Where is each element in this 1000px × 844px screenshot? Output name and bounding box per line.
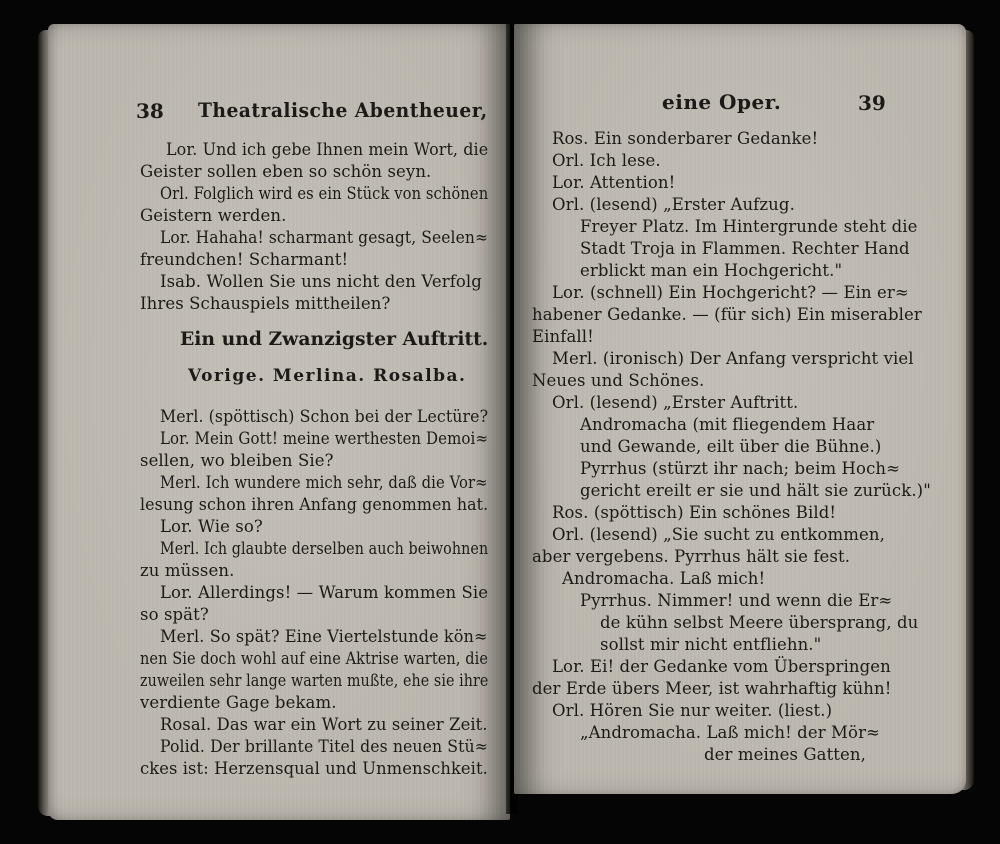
text-line: Lor. Ei! der Gedanke vom Überspringen [552,657,891,676]
left-page [48,24,510,820]
text-line: Freyer Platz. Im Hintergrunde steht die [580,217,918,236]
text-line: Andromacha. Laß mich! [562,569,766,588]
page-number-left: 38 [136,99,164,123]
text-line: Lor. (schnell) Ein Hochgericht? — Ein er≈ [552,283,909,302]
text-line: Merl. So spät? Eine Viertelstunde kön≈ [160,627,488,646]
text-line: Orl. Hören Sie nur weiter. (liest.) [552,701,833,720]
text-line: Geistern werden. [140,206,287,225]
text-line: Lor. Attention! [552,173,676,192]
text-line: Ihres Schauspiels mittheilen? [140,294,391,313]
text-line: de kühn selbst Meere übersprang, du [600,613,919,632]
text-line: Orl. Folglich wird es ein Stück von schönen [160,184,489,203]
text-line: Merl. Ich glaubte derselben auch beiwohnen [160,539,489,558]
text-line: Lor. Wie so? [160,517,263,536]
text-line: lesung schon ihren Anfang genommen hat. [140,495,489,514]
text-line: Geister sollen eben so schön seyn. [140,162,432,181]
text-line: der Erde übers Meer, ist wahrhaftig kühn! [532,679,892,698]
page-number-right: 39 [858,91,886,115]
text-line: Orl. (lesend) „Sie sucht zu entkommen, [552,525,885,544]
right-page [514,24,966,794]
text-line: nen Sie doch wohl auf eine Aktrise warten, die [140,649,489,668]
text-line: gericht ereilt er sie und hält sie zurück.)" [580,481,931,500]
text-line: Ros. (spöttisch) Ein schönes Bild! [552,503,837,522]
text-line: Pyrrhus. Nimmer! und wenn die Er≈ [580,591,893,610]
running-head-left: Theatralische Abentheuer, [198,98,488,122]
text-line: verdiente Gage bekam. [140,693,337,712]
text-line: Lor. Mein Gott! meine werthesten Demoi≈ [160,429,489,448]
text-line: Merl. (spöttisch) Schon bei der Lectüre? [160,407,489,426]
text-line: Lor. Allerdings! — Warum kommen Sie [160,583,489,602]
text-line: Lor. Und ich gebe Ihnen mein Wort, die [166,140,489,159]
text-line: freundchen! Scharmant! [140,250,349,269]
text-line: habener Gedanke. — (für sich) Ein miserabler [532,305,922,324]
text-line: „Andromacha. Laß mich! der Mör≈ [580,723,880,742]
text-line: Isab. Wollen Sie uns nicht den Verfolg [160,272,482,291]
text-line: Andromacha (mit fliegendem Haar [580,415,875,434]
cast-line: Vorige. Merlina. Rosalba. [188,366,467,386]
text-line: erblickt man ein Hochgericht." [580,261,843,280]
text-line: Rosal. Das war ein Wort zu seiner Zeit. [160,715,488,734]
text-line: der meines Gatten, [704,745,866,764]
scene-heading: Ein und Zwanzigster Auftritt. [180,328,489,350]
text-line: Ros. Ein sonderbarer Gedanke! [552,129,819,148]
text-line: Einfall! [532,327,594,346]
text-line: Polid. Der brillante Titel des neuen Stü≈ [160,737,488,756]
text-line: Merl. Ich wundere mich sehr, daß die Vor≈ [160,473,488,492]
text-line: Neues und Schönes. [532,371,705,390]
text-line: Orl. (lesend) „Erster Auftritt. [552,393,799,412]
text-line: Orl. Ich lese. [552,151,661,170]
text-line: so spät? [140,605,209,624]
text-line: Lor. Hahaha! scharmant gesagt, Seelen≈ [160,228,489,247]
text-line: ckes ist: Herzensqual und Unmenschkeit. [140,759,488,778]
text-line: Merl. (ironisch) Der Anfang verspricht viel [552,349,914,368]
text-line: sollst mir nicht entfliehn." [600,635,822,654]
text-line: Stadt Troja in Flammen. Rechter Hand [580,239,910,258]
text-line: Orl. (lesend) „Erster Aufzug. [552,195,795,214]
text-line: aber vergebens. Pyrrhus hält sie fest. [532,547,851,566]
text-line: zuweilen sehr lange warten mußte, ehe sie ihre [140,671,489,690]
text-line: Pyrrhus (stürzt ihr nach; beim Hoch≈ [580,459,901,478]
text-line: sellen, wo bleiben Sie? [140,451,334,470]
text-line: und Gewande, eilt über die Bühne.) [580,437,882,456]
text-line: zu müssen. [140,561,235,580]
running-head-right: eine Oper. [662,90,782,114]
